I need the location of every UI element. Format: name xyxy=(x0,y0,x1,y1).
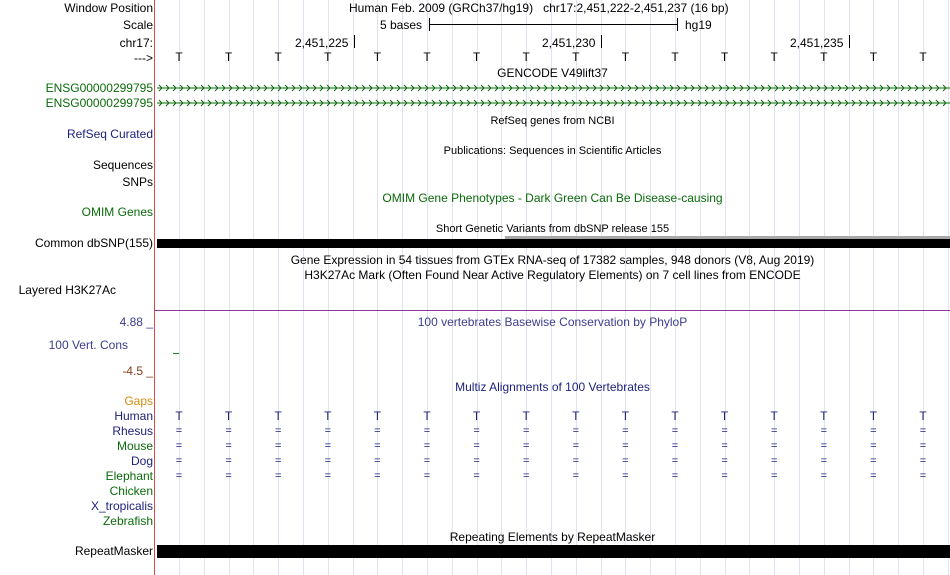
human-base: T xyxy=(869,409,878,423)
alignment-match-symbol: = xyxy=(721,425,728,437)
alignment-match-symbol: = xyxy=(473,470,480,482)
omim-label[interactable]: OMIM Genes xyxy=(81,205,153,219)
rhesus-alignment-row xyxy=(155,424,950,438)
sequence-base: T xyxy=(770,50,778,64)
sequence-base: T xyxy=(522,50,530,64)
human-base: T xyxy=(472,409,481,423)
repeat-track-title[interactable]: Repeating Elements by RepeatMasker xyxy=(449,530,656,544)
sequence-base: T xyxy=(324,50,332,64)
sequence-base: T xyxy=(572,50,580,64)
alignment-match-symbol: = xyxy=(820,470,828,482)
human-base: T xyxy=(919,409,927,423)
scale-bar-right-tick xyxy=(677,18,678,31)
dbsnp-track-title[interactable]: Short Genetic Variants from dbSNP release 155 xyxy=(435,223,670,235)
sequence-base: T xyxy=(423,50,431,64)
alignment-match-symbol: = xyxy=(622,470,629,482)
sequence-base: T xyxy=(274,50,282,64)
h3k27ac-track-title[interactable]: H3K27Ac Mark (Often Found Near Active Regulatory Elements) on 7 cell lines from ENCODE xyxy=(304,268,801,282)
alignment-match-symbol: = xyxy=(671,425,679,437)
chrom-tick-label: 2,451,230 xyxy=(542,36,596,50)
species-label-mouse[interactable]: Mouse xyxy=(116,439,153,453)
human-base: T xyxy=(621,409,630,423)
alignment-match-symbol: = xyxy=(225,440,232,452)
cons-signal-mark xyxy=(173,353,179,354)
alignment-match-symbol: = xyxy=(919,440,927,452)
alignment-match-symbol: = xyxy=(870,425,877,437)
alignment-match-symbol: = xyxy=(870,455,877,467)
alignment-match-symbol: = xyxy=(175,440,183,452)
sequence-base: T xyxy=(820,50,828,64)
human-base: T xyxy=(175,409,183,423)
sequence-base: T xyxy=(224,50,233,64)
alignment-match-symbol: = xyxy=(522,440,530,452)
gene-label[interactable]: ENSG00000299795 xyxy=(45,81,153,95)
sequence-base: T xyxy=(175,50,183,64)
alignment-match-symbol: = xyxy=(473,440,480,452)
alignment-match-symbol: = xyxy=(870,470,877,482)
gene-feature[interactable] xyxy=(155,96,950,110)
human-base: T xyxy=(373,409,382,423)
chrom-label: chr17: xyxy=(119,36,153,50)
alignment-match-symbol: = xyxy=(225,425,232,437)
cons-track-title[interactable]: 100 vertebrates Basewise Conservation by PhyloP xyxy=(417,315,688,329)
human-base: T xyxy=(770,409,778,423)
alignment-match-symbol: = xyxy=(820,455,828,467)
sequences-label[interactable]: Sequences xyxy=(92,158,153,172)
gaps-label: Gaps xyxy=(124,394,153,408)
alignment-match-symbol: = xyxy=(671,455,679,467)
dbsnp-variant-bar[interactable] xyxy=(157,239,505,248)
refseq-label[interactable]: RefSeq Curated xyxy=(66,127,153,141)
gene-strand-arrows xyxy=(155,81,950,95)
multiz-track-title[interactable]: Multiz Alignments of 100 Vertebrates xyxy=(455,380,650,394)
dbsnp-label[interactable]: Common dbSNP(155) xyxy=(34,236,153,250)
chrom-tick-mark xyxy=(849,35,850,48)
alignment-match-symbol: = xyxy=(671,440,679,452)
sequence-base: T xyxy=(869,50,878,64)
repeatmasker-label[interactable]: RepeatMasker xyxy=(74,544,153,558)
alignment-match-symbol: = xyxy=(324,425,332,437)
species-label-zebrafish[interactable]: Zebrafish xyxy=(102,514,153,528)
alignment-match-symbol: = xyxy=(522,470,530,482)
alignment-match-symbol: = xyxy=(622,440,629,452)
chrom-tick-mark xyxy=(354,35,355,48)
alignment-match-symbol: = xyxy=(770,440,778,452)
alignment-match-symbol: = xyxy=(572,455,580,467)
alignment-match-symbol: = xyxy=(721,455,728,467)
alignment-match-symbol: = xyxy=(175,455,183,467)
alignment-match-symbol: = xyxy=(274,455,282,467)
alignment-match-symbol: = xyxy=(374,470,381,482)
alignment-match-symbol: = xyxy=(522,455,530,467)
human-base: T xyxy=(274,409,282,423)
human-base: T xyxy=(572,409,580,423)
human-base: T xyxy=(671,409,679,423)
cons-label[interactable]: 100 Vert. Cons xyxy=(48,338,128,352)
cons-min-label: -4.5 _ xyxy=(122,364,153,378)
omim-track-title[interactable]: OMIM Gene Phenotypes - Dark Green Can Be Disease-causing xyxy=(382,191,723,205)
sequence-base: T xyxy=(472,50,481,64)
alignment-match-symbol: = xyxy=(522,425,530,437)
h3k27ac-label[interactable]: Layered H3K27Ac xyxy=(18,283,116,297)
scale-text: 5 bases xyxy=(380,18,423,32)
alignment-match-symbol: = xyxy=(473,425,480,437)
species-label-rhesus[interactable]: Rhesus xyxy=(112,424,153,438)
alignment-match-symbol: = xyxy=(225,470,232,482)
publications-track-title[interactable]: Publications: Sequences in Scientific Articles xyxy=(443,145,662,157)
alignment-match-symbol: = xyxy=(622,455,629,467)
species-label-human[interactable]: Human xyxy=(114,409,153,423)
chrom-tick-label: 2,451,225 xyxy=(295,36,349,50)
alignment-match-symbol: = xyxy=(423,440,431,452)
gene-strand-arrows xyxy=(155,96,950,110)
alignment-match-symbol: = xyxy=(572,470,580,482)
alignment-match-symbol: = xyxy=(324,440,332,452)
alignment-match-symbol: = xyxy=(820,440,828,452)
dbsnp-variant-shade xyxy=(505,236,950,239)
alignment-match-symbol: = xyxy=(919,425,927,437)
alignment-match-symbol: = xyxy=(572,425,580,437)
species-label-elephant[interactable]: Elephant xyxy=(105,469,153,483)
alignment-match-symbol: = xyxy=(671,470,679,482)
alignment-match-symbol: = xyxy=(572,440,580,452)
cons-max-label: 4.88 _ xyxy=(119,315,153,329)
snps-label[interactable]: SNPs xyxy=(122,175,153,189)
species-label-chicken[interactable]: Chicken xyxy=(109,484,153,498)
gencode-track-title[interactable]: GENCODE V49lift37 xyxy=(497,66,608,80)
alignment-match-symbol: = xyxy=(473,455,480,467)
alignment-match-symbol: = xyxy=(721,470,728,482)
alignment-match-symbol: = xyxy=(274,440,282,452)
h3k27ac-signal-line xyxy=(155,310,950,311)
alignment-match-symbol: = xyxy=(374,425,381,437)
sequence-base: T xyxy=(671,50,679,64)
strand-label: ---> xyxy=(134,51,153,65)
alignment-match-symbol: = xyxy=(919,470,927,482)
alignment-match-symbol: = xyxy=(423,425,431,437)
sequence-base: T xyxy=(373,50,382,64)
alignment-match-symbol: = xyxy=(423,470,431,482)
sequence-base: T xyxy=(621,50,630,64)
alignment-match-symbol: = xyxy=(820,425,828,437)
alignment-match-symbol: = xyxy=(324,470,332,482)
alignment-match-symbol: = xyxy=(274,470,282,482)
chrom-tick-mark xyxy=(601,35,602,48)
alignment-match-symbol: = xyxy=(622,425,629,437)
sequence-base: T xyxy=(919,50,927,64)
alignment-match-symbol: = xyxy=(175,470,183,482)
species-label-x-tropicalis[interactable]: X_tropicalis xyxy=(90,499,153,513)
window-position-value: Human Feb. 2009 (GRCh37/hg19) chr17:2,451,222-2,451,237 (16 bp) xyxy=(349,1,729,15)
gene-label[interactable]: ENSG00000299795 xyxy=(45,96,153,110)
scale-label: Scale xyxy=(122,18,153,32)
human-base: T xyxy=(522,409,530,423)
scale-bar-left-tick xyxy=(429,18,430,31)
alignment-match-symbol: = xyxy=(919,455,927,467)
alignment-match-symbol: = xyxy=(374,440,381,452)
mouse-alignment-row xyxy=(155,439,950,453)
dog-alignment-row xyxy=(155,454,950,468)
human-base: T xyxy=(720,409,729,423)
elephant-alignment-row xyxy=(155,469,950,483)
sequence-base: T xyxy=(720,50,729,64)
scale-bar xyxy=(429,24,677,25)
gtex-track-title[interactable]: Gene Expression in 54 tissues from GTEx RNA-seq of 17382 samples, 948 donors (V8, Aug 2019) xyxy=(290,253,815,267)
alignment-match-symbol: = xyxy=(225,455,232,467)
human-base: T xyxy=(423,409,431,423)
alignment-match-symbol: = xyxy=(274,425,282,437)
window-position-label: Window Position xyxy=(64,1,153,15)
alignment-match-symbol: = xyxy=(870,440,877,452)
gene-feature[interactable] xyxy=(155,81,950,95)
repeatmasker-element-bar[interactable] xyxy=(157,545,950,558)
alignment-match-symbol: = xyxy=(721,440,728,452)
human-base: T xyxy=(820,409,828,423)
chrom-tick-label: 2,451,235 xyxy=(790,36,844,50)
alignment-match-symbol: = xyxy=(770,425,778,437)
alignment-match-symbol: = xyxy=(770,455,778,467)
alignment-match-symbol: = xyxy=(324,455,332,467)
human-base: T xyxy=(224,409,233,423)
refseq-track-title[interactable]: RefSeq genes from NCBI xyxy=(490,115,615,127)
human-base: T xyxy=(324,409,332,423)
alignment-match-symbol: = xyxy=(175,425,183,437)
scale-assembly: hg19 xyxy=(685,18,712,32)
species-label-dog[interactable]: Dog xyxy=(130,454,153,468)
alignment-match-symbol: = xyxy=(423,455,431,467)
alignment-match-symbol: = xyxy=(374,455,381,467)
alignment-match-symbol: = xyxy=(770,470,778,482)
